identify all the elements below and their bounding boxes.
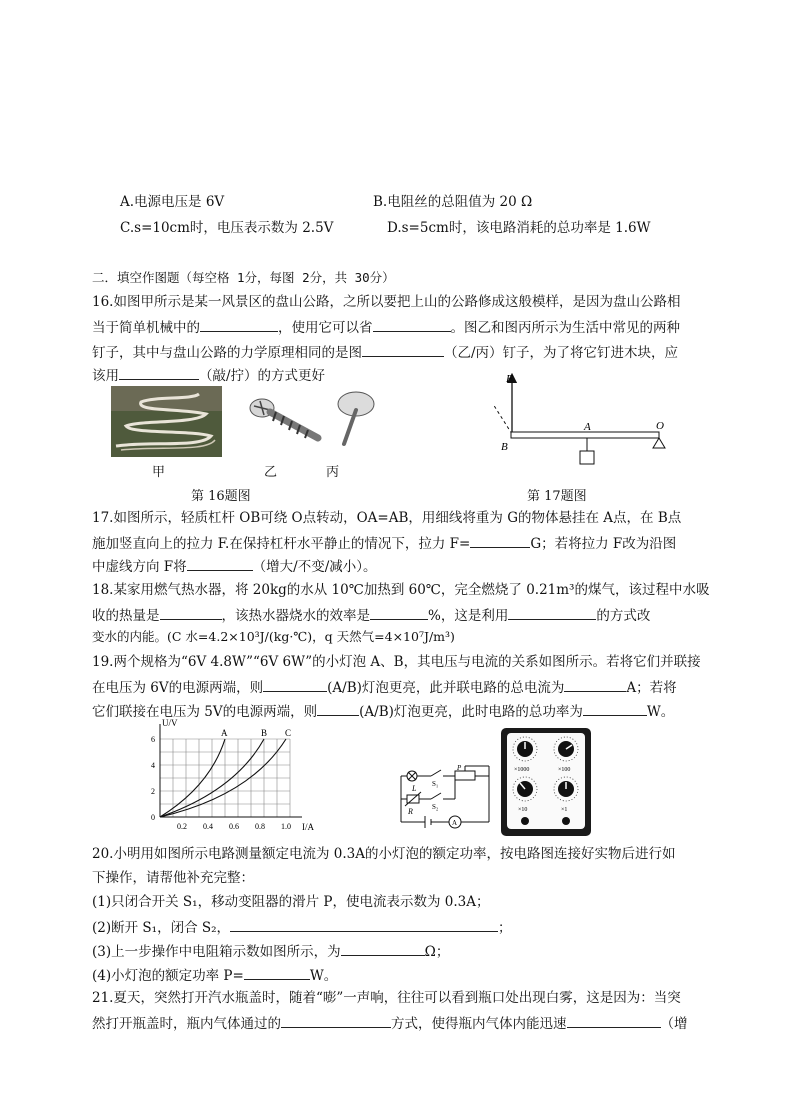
- x-tick-label: 0.6: [229, 822, 239, 831]
- nail-photo: [322, 388, 382, 448]
- q19-line3: 它们联接在电压为 5V的电源两端，则 (A/B)灯泡更亮，此时电路的总功率为 W。: [92, 701, 674, 721]
- label-jia: 甲: [152, 465, 166, 480]
- answer-blank[interactable]: [583, 701, 647, 716]
- answer-blank[interactable]: [567, 1013, 661, 1028]
- x-tick-label: 0.4: [203, 822, 213, 831]
- y-tick-label: 0: [151, 813, 155, 822]
- y-tick-label: 4: [151, 761, 155, 770]
- q19-line2: 在电压为 6V的电源两端，则 (A/B)灯泡更亮，此并联电路的总电流为 A；若将: [92, 677, 677, 697]
- q20-step3: (3)上一步操作中电阻箱示数如图所示，为 Ω；: [92, 941, 449, 961]
- label-s1: S₁: [432, 780, 439, 788]
- q21-line2: 然打开瓶盖时，瓶内气体通过的 方式，使得瓶内气体内能迅速 （增: [92, 1013, 688, 1033]
- resistance-box-photo: [500, 727, 592, 837]
- answer-blank[interactable]: [370, 605, 428, 620]
- terminal-icon: [521, 817, 529, 825]
- q16-line1: 16.如图甲所示是某一风景区的盘山公路，之所以要把上山的公路修成这般模样，是因为盘山公路相: [92, 294, 681, 310]
- q20-step2: (2)断开 S₁，闭合 S₂， ；: [92, 917, 512, 937]
- multiplier-label: ×10: [518, 807, 528, 813]
- curve-label: B: [261, 728, 268, 738]
- label-ammeter: A: [452, 819, 458, 827]
- screw-photo: [246, 392, 326, 448]
- answer-blank[interactable]: [160, 605, 222, 620]
- q19-line1: 19.两个规格为“6V 4.8W”“6V 6W”的小灯泡 A、B，其电压与电流的关系如图所示。若将它们并联接: [92, 654, 701, 670]
- grid: [160, 739, 290, 817]
- answer-blank[interactable]: [508, 605, 596, 620]
- curve-label: C: [285, 728, 292, 738]
- q20-step4: (4)小灯泡的额定功率 P= W。: [92, 965, 337, 985]
- option-c: C.s=10cm时，电压表示数为 2.5V: [120, 220, 334, 236]
- label-bing: 丙: [326, 465, 340, 480]
- lever-diagram: [480, 362, 680, 472]
- q16-line3: 钉子，其中与盘山公路的力学原理相同的是图 （乙/丙）钉子，为了将它钉进木块，应: [92, 342, 678, 362]
- x-axis-label: I/A: [302, 822, 314, 832]
- q18-line2: 收的热量是 ，该热水器烧水的效率是 %，这是利用 的方式改: [92, 605, 650, 625]
- label-s2: S₂: [432, 803, 439, 811]
- q20-line1: 20.小明用如图所示电路测量额定电流为 0.3A的小灯泡的额定功率，按电路图连接好实物后进行如: [92, 846, 676, 862]
- multiplier-label: ×1: [561, 807, 568, 813]
- circuit-diagram: [395, 764, 495, 836]
- option-b: B.电阻丝的总阻值为 20 Ω: [373, 194, 533, 210]
- y-tick-label: 6: [151, 735, 155, 744]
- label-r: R: [408, 807, 413, 816]
- q21-line1: 21.夏天，突然打开汽水瓶盖时，随着“嘭”一声响，往往可以看到瓶口处出现白雾，这是因为：当突: [92, 990, 681, 1006]
- answer-blank[interactable]: [341, 941, 425, 956]
- answer-blank[interactable]: [373, 317, 451, 332]
- weight-block: [580, 451, 594, 464]
- x-tick-label: 0.8: [255, 822, 265, 831]
- q20-step1: (1)只闭合开关 S₁，移动变阻器的滑片 P，使电流表示数为 0.3A；: [92, 894, 490, 910]
- dashed-force-line: [493, 404, 512, 434]
- q17-line2: 施加竖直向上的拉力 F.在保持杠杆水平静止的情况下，拉力 F= G；若将拉力 F改为沿图: [92, 533, 676, 553]
- label-o: O: [656, 420, 664, 432]
- answer-blank[interactable]: [244, 965, 310, 980]
- y-tick-label: 2: [151, 787, 155, 796]
- q17-line1: 17.如图所示，轻质杠杆 OB可绕 O点转动，OA=AB，用细线将重为 G的物体悬挂在 A点，在 B点: [92, 510, 682, 526]
- q16-line2: 当于简单机械中的 ，使用它可以省 。图乙和图丙所示为生活中常见的两种: [92, 317, 680, 337]
- answer-blank[interactable]: [119, 365, 199, 380]
- rheostat-icon: [455, 771, 475, 780]
- q17-line3: 中虚线方向 F将 （增大/不变/减小）。: [92, 556, 377, 576]
- answer-blank[interactable]: [470, 533, 530, 548]
- pivot-triangle: [653, 438, 665, 448]
- y-axis-label: U/V: [162, 718, 178, 728]
- mountain-road-photo: [111, 386, 222, 457]
- terminal-icon: [562, 817, 570, 825]
- q20-line2: 下操作，请帮他补充完整：: [92, 870, 254, 886]
- answer-blank[interactable]: [187, 556, 253, 571]
- answer-blank[interactable]: [317, 701, 359, 716]
- label-yi: 乙: [264, 465, 278, 480]
- answer-blank[interactable]: [230, 917, 498, 932]
- label-l: L: [412, 784, 417, 793]
- answer-blank[interactable]: [564, 677, 626, 692]
- multiplier-label: ×100: [558, 767, 571, 773]
- answer-blank[interactable]: [281, 1013, 391, 1028]
- label-p: P: [457, 764, 462, 772]
- q16-line4: 该用 （敲/拧）的方式更好: [92, 365, 325, 385]
- ui-graph: [140, 716, 320, 838]
- section-title: 二．填空作图题（每空格 1分，每图 2分，共 30分）: [92, 270, 395, 285]
- answer-blank[interactable]: [200, 317, 278, 332]
- q18-line1: 18.某家用燃气热水器，将 20kg的水从 10℃加热到 60℃，完全燃烧了 0.21m³的煤气，该过程中水吸: [92, 582, 710, 598]
- x-tick-label: 1.0: [281, 822, 291, 831]
- label-a: A: [584, 421, 591, 433]
- q18-line3: 变水的内能。(C 水=4.2×10³J/(kg·℃)，q 天然气=4×10⁷J/m³): [92, 629, 455, 644]
- answer-blank[interactable]: [362, 342, 444, 357]
- option-d: D.s=5cm时，该电路消耗的总功率是 1.6W: [387, 220, 651, 236]
- fig17-caption: 第 17题图: [527, 489, 587, 504]
- fig16-caption: 第 16题图: [191, 489, 251, 504]
- x-tick-label: 0.2: [177, 822, 187, 831]
- label-f: F: [506, 373, 513, 385]
- option-a: A.电源电压是 6V: [120, 194, 225, 210]
- curve-label: A: [221, 728, 228, 738]
- multiplier-label: ×1000: [514, 767, 530, 773]
- label-b: B: [501, 441, 508, 453]
- answer-blank[interactable]: [263, 677, 327, 692]
